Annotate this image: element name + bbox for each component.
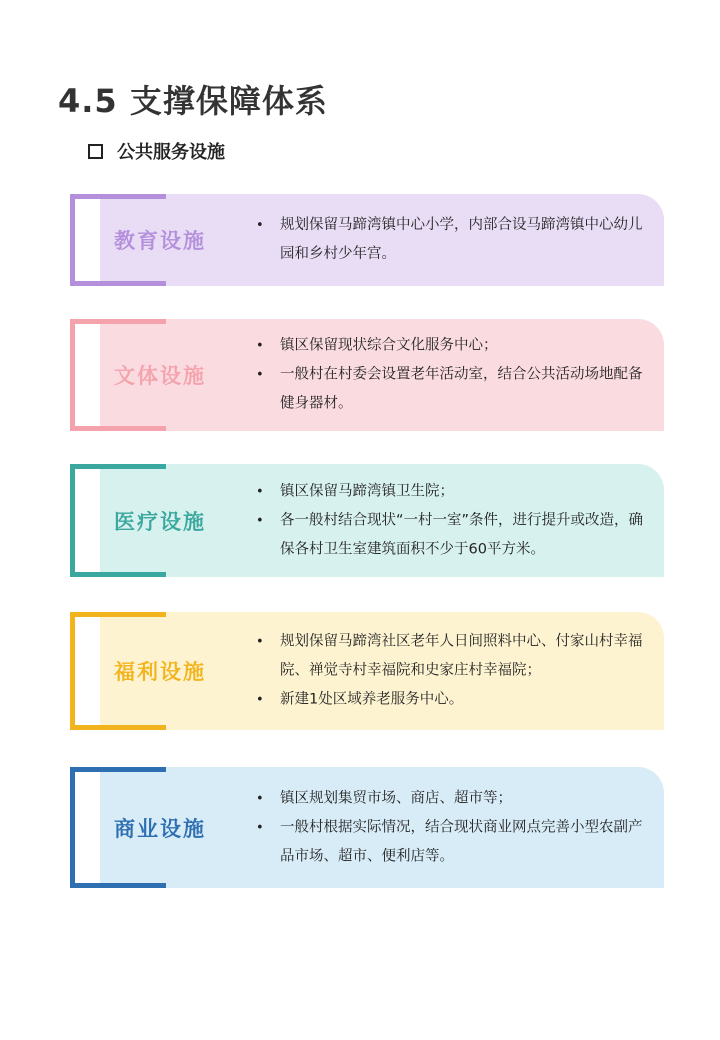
card-medical <box>70 464 664 577</box>
list-item: • 各一般村结合现状“一村一室”条件，进行提升或改造，确保各村卫生室建筑面积不少于60平方米。 <box>256 506 652 564</box>
page-title: 4.5 支撑保障体系 <box>58 82 328 120</box>
card-label: 商业设施 <box>114 815 206 841</box>
card-commerce <box>70 767 664 888</box>
card-culture-sports <box>70 319 664 431</box>
card-welfare <box>70 612 664 730</box>
section-heading <box>88 138 225 164</box>
section-heading-label: 公共服务设施 <box>117 142 225 163</box>
list-item: • 一般村在村委会设置老年活动室，结合公共活动场地配备健身器材。 <box>256 361 652 419</box>
list-item: • 规划保留马蹄湾社区老年人日间照料中心、付家山村幸福院、禅觉寺村幸福院和史家庄村幸福院； <box>256 628 652 686</box>
card-list <box>256 784 652 871</box>
list-item: • 新建1处区域养老服务中心。 <box>256 686 652 715</box>
list-item: • 规划保留马蹄湾镇中心小学，内部合设马蹄湾镇中心幼儿园和乡村少年宫。 <box>256 211 652 269</box>
card-list <box>256 477 652 564</box>
list-item: • 镇区保留现状综合文化服务中心； <box>256 332 652 361</box>
list-item: • 镇区保留马蹄湾镇卫生院； <box>256 477 652 506</box>
card-list <box>256 211 652 269</box>
card-list <box>256 332 652 419</box>
card-label: 文体设施 <box>114 363 206 388</box>
card-education <box>70 194 664 286</box>
card-label: 福利设施 <box>114 659 206 684</box>
list-item: • 镇区规划集贸市场、商店、超市等； <box>256 784 652 813</box>
card-label: 医疗设施 <box>114 508 206 534</box>
card-list <box>256 628 652 715</box>
checkbox-icon <box>88 144 103 159</box>
list-item: • 一般村根据实际情况，结合现状商业网点完善小型农副产品市场、超市、便利店等。 <box>256 813 652 871</box>
card-label: 教育设施 <box>114 228 206 253</box>
